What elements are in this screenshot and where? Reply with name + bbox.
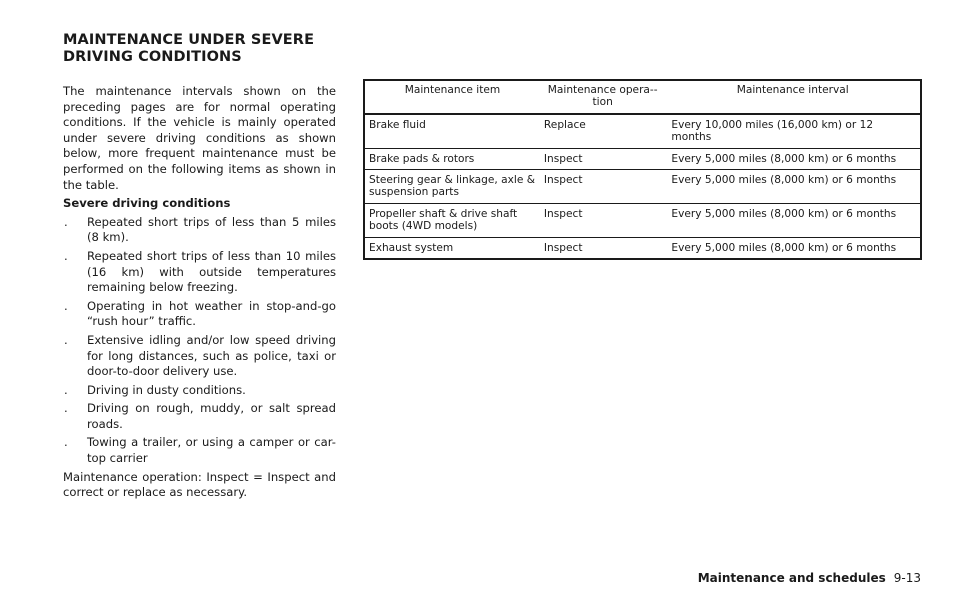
list-item-text: Operating in hot weather in stop-and-go “rush hour” traffic.	[87, 298, 336, 329]
cell-interval: Every 5,000 miles (8,000 km) or 6 months	[665, 170, 921, 204]
bullet-marker: .	[64, 248, 68, 263]
table-row	[364, 237, 921, 259]
cell-item: Exhaust system	[369, 241, 454, 254]
bullet-marker: .	[64, 332, 68, 347]
left-column	[63, 84, 336, 504]
cell-item: Brake pads & rotors	[364, 148, 540, 169]
cell-operation: Inspect	[540, 148, 665, 169]
list-item-text: Extensive idling and/or low speed driving for long distances, such as police, taxi or door-to-door delivery use.	[87, 332, 336, 379]
table-header-row	[364, 80, 921, 114]
column-header-item: Maintenance item	[364, 80, 540, 114]
bullet-marker: .	[64, 382, 68, 397]
list-item	[63, 215, 336, 246]
list-item-text: Repeated short trips of less than 5 miles (8 km).	[87, 214, 336, 245]
cell-interval: Every 5,000 miles (8,000 km) or 6 months	[665, 148, 921, 169]
list-item-text: Repeated short trips of less than 10 miles (16 km) with outside temperatures remaining below freezing.	[87, 248, 336, 295]
severe-conditions-subheading: Severe driving conditions	[63, 196, 231, 211]
maintenance-table	[363, 79, 922, 260]
cell-operation: Inspect	[540, 170, 665, 204]
table-row	[364, 148, 921, 169]
cell-operation: Inspect	[543, 241, 583, 254]
list-item	[63, 299, 336, 330]
cell-item: Brake fluid	[364, 114, 540, 148]
cell-interval: Every 5,000 miles (8,000 km) or 6 months	[671, 241, 897, 254]
list-item	[63, 383, 336, 399]
maintenance-operation-note: Maintenance operation: Inspect = Inspect and correct or replace as necessary.	[63, 469, 336, 500]
page-heading: MAINTENANCE UNDER SEVERE DRIVING CONDITIONS	[63, 32, 315, 65]
bullet-marker: .	[64, 401, 68, 416]
bullet-marker: .	[64, 214, 68, 229]
list-item	[63, 333, 336, 380]
cell-interval: Every 5,000 miles (8,000 km) or 6 months	[665, 203, 921, 237]
list-item	[63, 401, 336, 432]
cell-operation: Replace	[540, 114, 665, 148]
table-row	[364, 203, 921, 237]
list-item-text: Driving on rough, muddy, or salt spread roads.	[87, 401, 336, 431]
list-item	[63, 249, 336, 296]
table-row	[364, 114, 921, 148]
table-row	[364, 170, 921, 204]
intro-paragraph: The maintenance intervals shown on the preceding pages are for normal operating conditions. If the vehicle is mainly operated under severe driving conditions as shown below, more frequent maintenance must be performed on the following items as shown in the table.	[63, 84, 336, 192]
footer-section-title: Maintenance and schedules	[697, 571, 886, 585]
list-item-text: Towing a trailer, or using a camper or car-top carrier	[87, 435, 336, 466]
cell-interval: Every 10,000 miles (16,000 km) or 12 months	[665, 114, 921, 148]
column-header-interval: Maintenance interval	[665, 80, 921, 114]
bullet-marker: .	[64, 435, 68, 450]
page-footer	[698, 571, 921, 585]
column-header-operation: Maintenance opera-tion	[540, 80, 665, 114]
cell-item: Propeller shaft & drive shaft boots (4WD models)	[364, 203, 540, 237]
cell-item: Steering gear & linkage, axle & suspension parts	[364, 170, 540, 204]
page-number: 9-13	[893, 571, 921, 585]
list-item-text: Driving in dusty conditions.	[87, 382, 246, 397]
severe-conditions-list	[63, 215, 336, 467]
list-item	[63, 435, 336, 466]
bullet-marker: .	[64, 298, 68, 313]
cell-operation: Inspect	[540, 203, 665, 237]
